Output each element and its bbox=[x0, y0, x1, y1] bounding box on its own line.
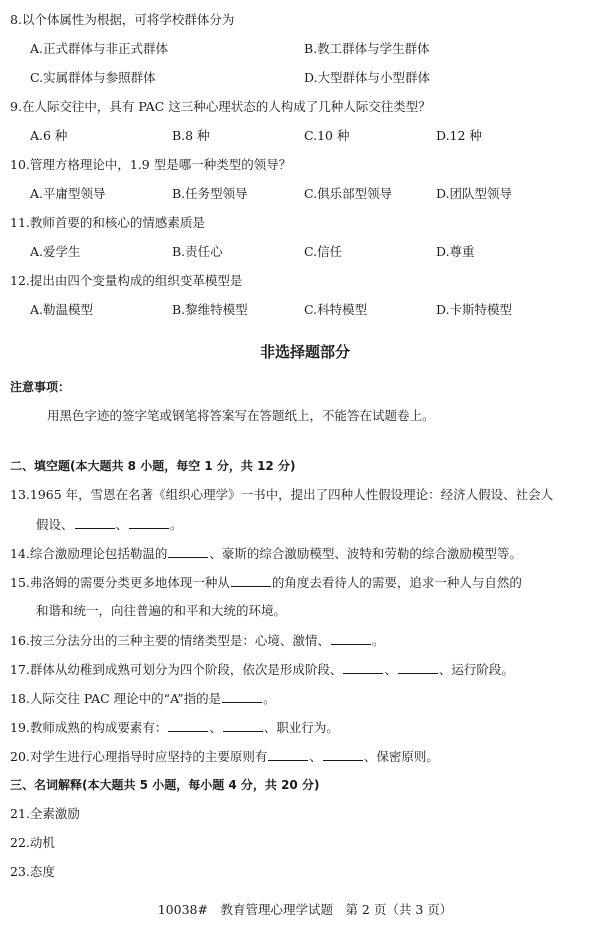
question-12-option-a: A.勒温模型 bbox=[30, 302, 94, 317]
notice-text: 用黑色字迹的签字笔或钢笔将答案写在答题纸上，不能答在试题卷上。 bbox=[47, 408, 435, 423]
question-13-blank-2 bbox=[129, 516, 169, 529]
question-23: 23.态度 bbox=[10, 864, 55, 879]
question-14-text-b: 、豪斯的综合激励模型、波特和劳勒的综合激励模型等。 bbox=[209, 546, 522, 561]
question-9-stem: 9.在人际交往中，具有 PAC 这三种心理状态的人构成了几种人际交往类型？ bbox=[10, 99, 431, 114]
question-18-text-a: 18.人际交往 PAC 理论中的“A”指的是 bbox=[10, 691, 222, 706]
question-8-stem: 8.以个体属性为根据，可将学校群体分为 bbox=[10, 12, 235, 27]
question-19 bbox=[10, 719, 339, 736]
question-9-option-b: B.8 种 bbox=[172, 128, 210, 143]
question-9-option-c: C.10 种 bbox=[304, 128, 350, 143]
question-10-stem: 10.管理方格理论中，1.9 型是哪一种类型的领导？ bbox=[10, 157, 292, 172]
question-17-separator: 、 bbox=[384, 662, 397, 677]
question-11-option-c: C.信任 bbox=[304, 244, 343, 259]
question-16-text-a: 16.按三分法分出的三种主要的情绪类型是：心境、激情、 bbox=[10, 633, 330, 648]
question-17-blank-2 bbox=[398, 661, 438, 674]
question-13-line1: 13.1965 年，雪恩在名著《组织心理学》一书中，提出了四种人性假设理论：经济人假设、社会人 bbox=[10, 487, 554, 502]
question-10-option-b: B.任务型领导 bbox=[172, 186, 248, 201]
question-17 bbox=[10, 661, 514, 678]
question-13-separator: 、 bbox=[115, 517, 129, 532]
question-10-option-d: D.团队型领导 bbox=[436, 186, 513, 201]
question-13-text-a: 假设、 bbox=[36, 517, 74, 532]
question-11-option-a: A.爱学生 bbox=[30, 244, 81, 259]
question-20 bbox=[10, 748, 439, 765]
question-19-blank-2 bbox=[223, 719, 263, 732]
question-14 bbox=[10, 545, 522, 562]
question-20-blank-2 bbox=[323, 748, 363, 761]
part3-heading: 三、名词解释(本大题共 5 小题，每小题 4 分，共 20 分) bbox=[10, 778, 320, 792]
question-16-blank bbox=[331, 632, 371, 645]
question-21: 21.全素激励 bbox=[10, 806, 80, 821]
question-13-line2 bbox=[36, 516, 183, 533]
question-12-stem: 12.提出由四个变量构成的组织变革模型是 bbox=[10, 273, 243, 288]
question-12-option-d: D.卡斯特模型 bbox=[436, 302, 513, 317]
question-20-text-a: 20.对学生进行心理指导时应坚持的主要原则有 bbox=[10, 749, 268, 764]
question-10-option-a: A.平庸型领导 bbox=[30, 186, 106, 201]
part2-heading: 二、填空题(本大题共 8 小题，每空 1 分，共 12 分) bbox=[10, 459, 296, 473]
question-18 bbox=[10, 690, 276, 707]
question-19-end: 、职业行为。 bbox=[263, 720, 339, 735]
question-8-option-a: A.正式群体与非正式群体 bbox=[30, 41, 169, 56]
question-20-blank-1 bbox=[268, 748, 308, 761]
page-footer: 10038# 教育管理心理学试题 第 2 页（共 3 页） bbox=[157, 902, 453, 917]
question-19-separator: 、 bbox=[209, 720, 222, 735]
section-title: 非选择题部分 bbox=[259, 343, 350, 361]
question-13-blank-1 bbox=[75, 516, 115, 529]
question-11-option-b: B.责任心 bbox=[172, 244, 223, 259]
question-11-stem: 11.教师首要的和核心的情感素质是 bbox=[10, 215, 205, 230]
question-20-separator: 、 bbox=[309, 749, 322, 764]
question-17-end: 、运行阶段。 bbox=[438, 662, 514, 677]
question-15-line2: 和谐和统一，向往普遍的和平和大统的环境。 bbox=[36, 603, 287, 618]
question-13-end: 。 bbox=[170, 517, 183, 532]
question-10-option-c: C.俱乐部型领导 bbox=[304, 186, 393, 201]
question-11-option-d: D.尊重 bbox=[436, 244, 475, 259]
question-19-blank-1 bbox=[168, 719, 208, 732]
question-8-option-b: B.教工群体与学生群体 bbox=[304, 41, 430, 56]
question-8-option-c: C.实属群体与参照群体 bbox=[30, 70, 156, 85]
notice-heading: 注意事项： bbox=[10, 380, 71, 394]
question-9-option-a: A.6 种 bbox=[30, 128, 68, 143]
question-16 bbox=[10, 632, 384, 649]
question-12-option-c: C.科特模型 bbox=[304, 302, 368, 317]
question-9-option-d: D.12 种 bbox=[436, 128, 482, 143]
question-15-text-b: 的角度去看待人的需要，追求一种人与自然的 bbox=[271, 575, 522, 590]
question-14-text-a: 14.综合激励理论包括勒温的 bbox=[10, 546, 168, 561]
question-8-option-d: D.大型群体与小型群体 bbox=[304, 70, 431, 85]
question-20-end: 、保密原则。 bbox=[363, 749, 439, 764]
question-22: 22.动机 bbox=[10, 835, 55, 850]
question-12-option-b: B.黎维特模型 bbox=[172, 302, 248, 317]
question-15-blank bbox=[231, 574, 271, 587]
question-18-blank bbox=[222, 690, 262, 703]
question-15-text-a: 15.弗洛姆的需要分类更多地体现一种从 bbox=[10, 575, 230, 590]
question-18-end: 。 bbox=[263, 691, 276, 706]
question-17-blank-1 bbox=[343, 661, 383, 674]
question-16-end: 。 bbox=[371, 633, 385, 648]
question-15-line1 bbox=[10, 574, 522, 591]
question-14-blank bbox=[168, 545, 208, 558]
question-19-text-a: 19.教师成熟的构成要素有： bbox=[10, 720, 168, 735]
question-17-text-a: 17.群体从幼稚到成熟可划分为四个阶段，依次是形成阶段、 bbox=[10, 662, 343, 677]
